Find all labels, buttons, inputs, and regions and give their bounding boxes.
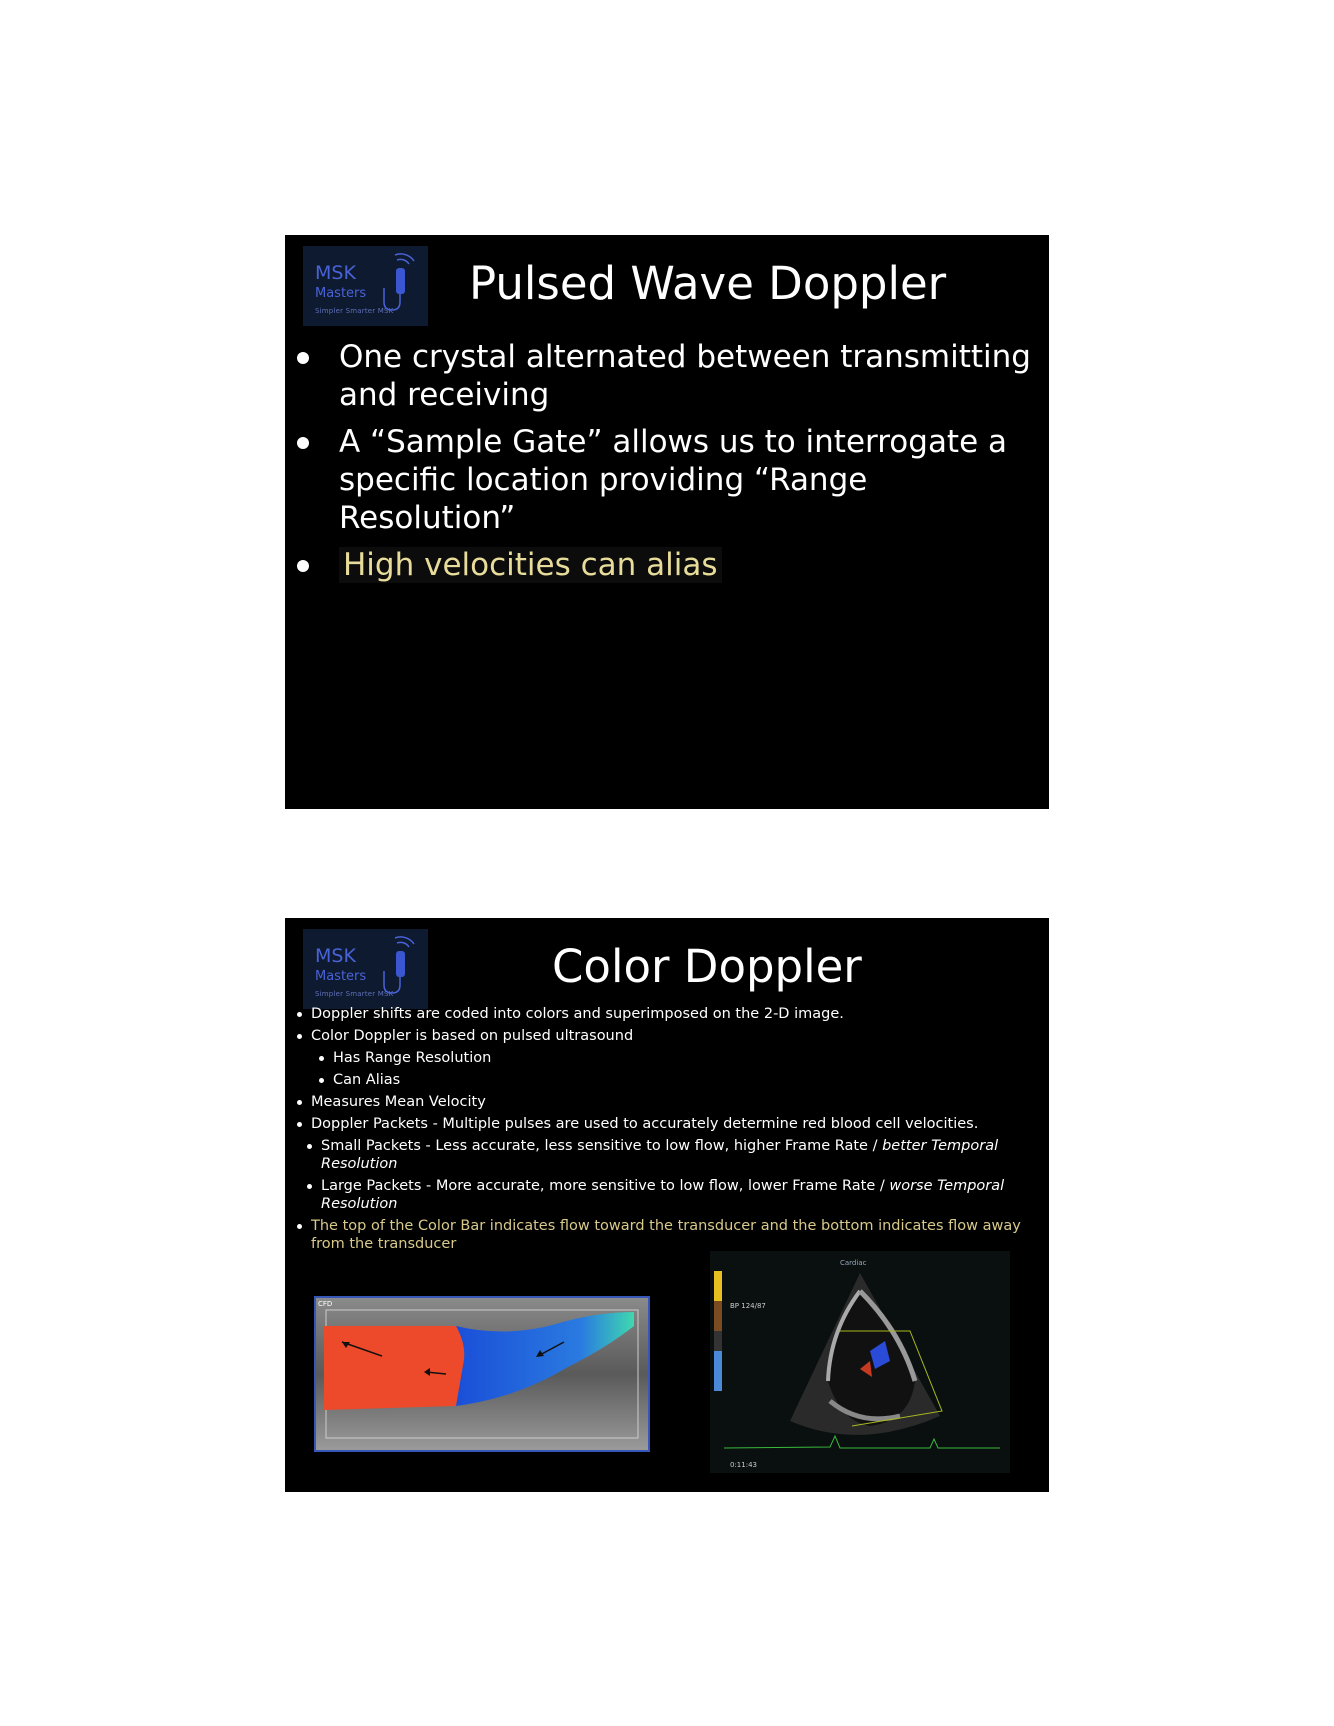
svg-text:CFD: CFD xyxy=(318,1300,333,1308)
bullet-text: A “Sample Gate” allows us to interrogate a specific location providing “Range Resolution” xyxy=(339,424,1008,536)
bullet-text: One crystal alternated between transmitting and receiving xyxy=(339,339,1031,413)
slide-title: Color Doppler xyxy=(552,940,862,993)
slide-pulsed-wave-doppler xyxy=(285,235,1049,809)
bullet-item: Measures Mean Velocity xyxy=(295,1093,1035,1111)
transducer-icon xyxy=(371,252,423,314)
echo-time-label: 0:11:43 xyxy=(730,1461,757,1469)
logo-text-msk: MSK xyxy=(315,945,356,967)
vessel-color-doppler-image xyxy=(314,1296,650,1452)
bullet-text: High velocities can alias xyxy=(339,547,722,583)
slide-title: Pulsed Wave Doppler xyxy=(469,257,947,310)
bullet-item xyxy=(297,338,1039,414)
sub-bullet-item: Has Range Resolution xyxy=(295,1049,1035,1067)
sub-bullet-italic: better Temporal Resolution xyxy=(321,1138,999,1172)
sub-bullet-text: Large Packets - More accurate, more sensitive to low flow, lower Frame Rate / xyxy=(321,1178,890,1194)
logo-text-masters: Masters xyxy=(315,286,367,301)
sub-bullet-item xyxy=(295,1137,1035,1173)
echo-app-label: Cardiac xyxy=(840,1259,867,1267)
logo-text-masters: Masters xyxy=(315,969,367,984)
logo-tagline: Simpler Smarter MSK xyxy=(315,307,394,315)
bullet-item: Doppler Packets - Multiple pulses are used to accurately determine red blood cell velocities. xyxy=(295,1115,1035,1133)
sub-bullet-italic: worse Temporal Resolution xyxy=(321,1178,1005,1212)
bullet-dot xyxy=(297,560,309,572)
transducer-icon xyxy=(371,935,423,997)
msk-masters-logo xyxy=(303,929,428,1009)
sub-bullet-text: Small Packets - Less accurate, less sensitive to low flow, higher Frame Rate / xyxy=(321,1138,883,1154)
bullet-item-highlight: The top of the Color Bar indicates flow toward the transducer and the bottom indicates flow away from the transducer xyxy=(295,1217,1035,1253)
bullet-dot xyxy=(297,352,309,364)
bullet-item xyxy=(297,423,1039,537)
logo-tagline: Simpler Smarter MSK xyxy=(315,990,394,998)
msk-masters-logo xyxy=(303,246,428,326)
bullet-item-highlight xyxy=(297,546,1039,584)
bullet-dot xyxy=(297,437,309,449)
bullet-list xyxy=(295,1005,1035,1257)
slide-color-doppler xyxy=(285,918,1049,1492)
bullet-item: Doppler shifts are coded into colors and superimposed on the 2-D image. xyxy=(295,1005,1035,1023)
sub-bullet-item: Can Alias xyxy=(295,1071,1035,1089)
bullet-item: Color Doppler is based on pulsed ultrasound xyxy=(295,1027,1035,1045)
echo-bp-label: BP 124/87 xyxy=(730,1302,766,1310)
cardiac-echo-image xyxy=(710,1251,1010,1473)
logo-text-msk: MSK xyxy=(315,262,356,284)
sub-bullet-item xyxy=(295,1177,1035,1213)
